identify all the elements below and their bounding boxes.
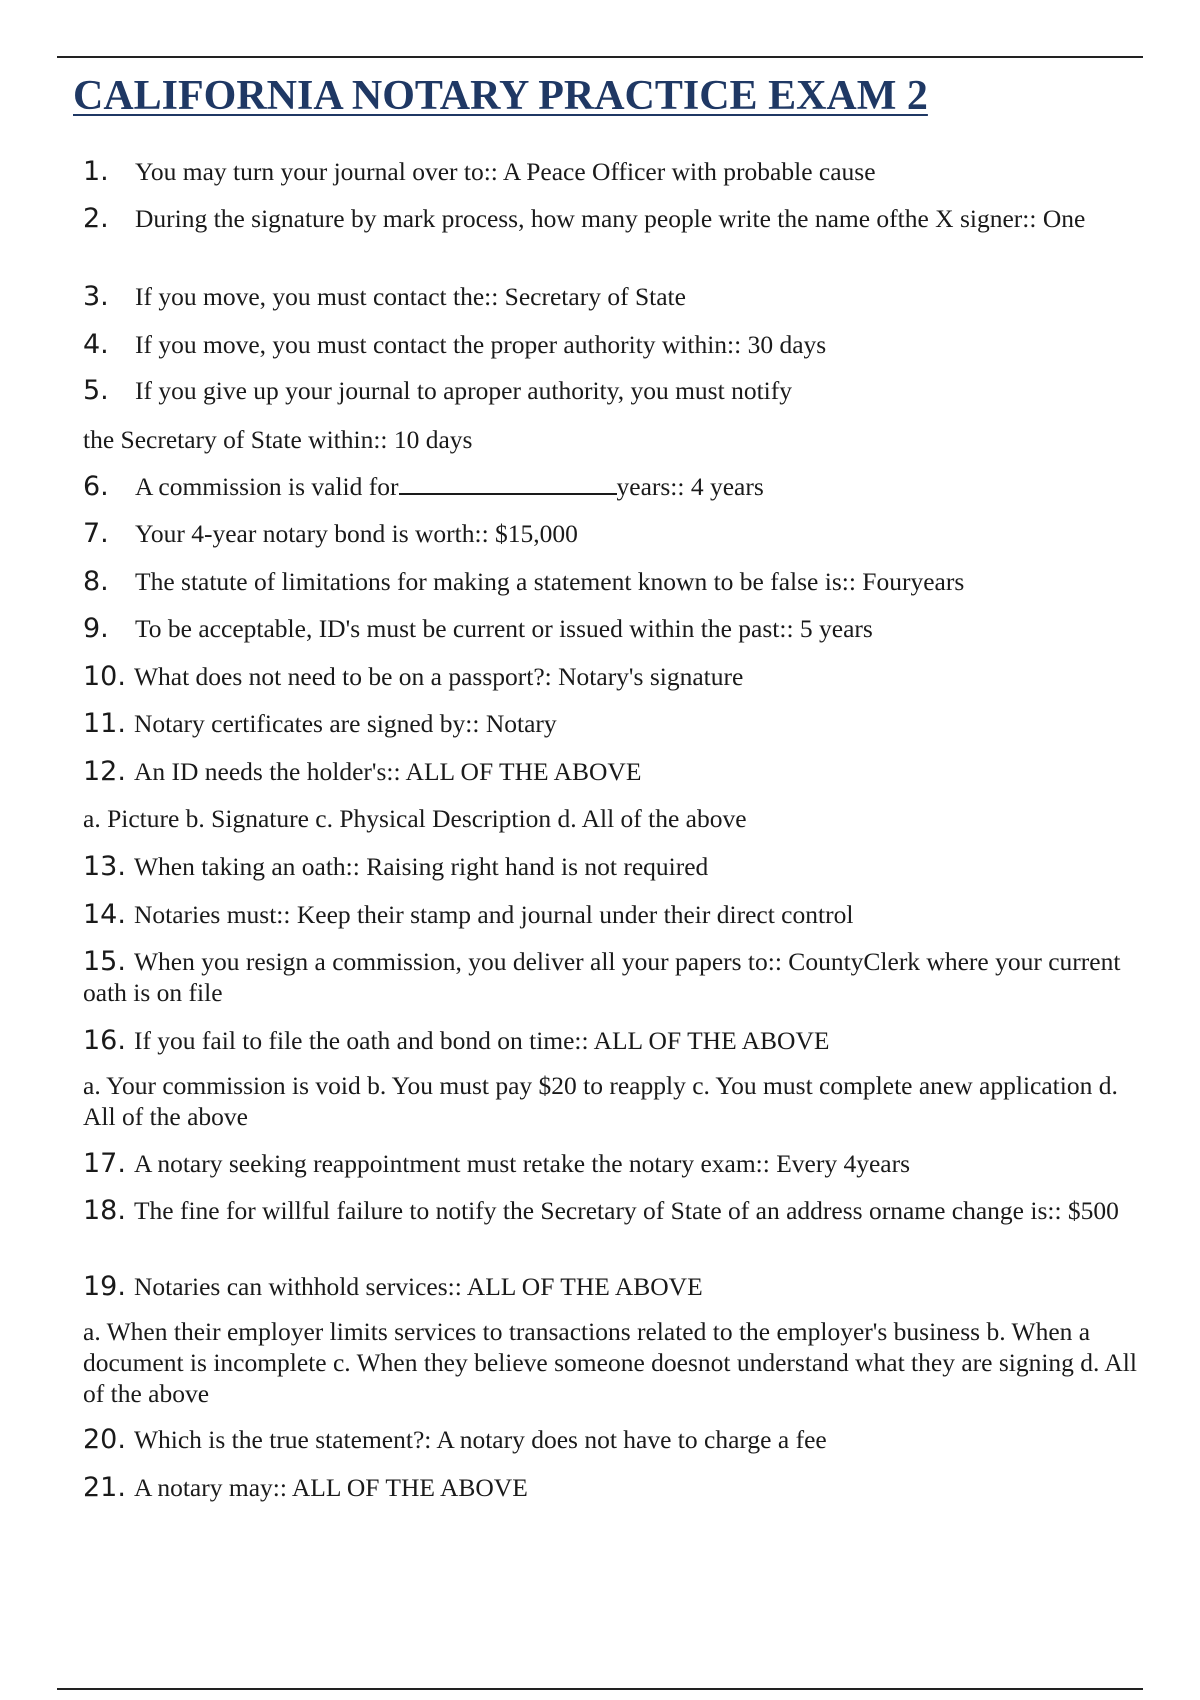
question-text: A notary seeking reappointment must retake the notary exam:: Every 4years	[133, 1149, 911, 1178]
question-text: When you resign a commission, you deliver all your papers to:: CountyClerk where your current oath is on file	[83, 947, 1121, 1007]
question-text: To be acceptable, ID's must be current or issued within the past:: 5 years	[135, 614, 873, 643]
question-text: What does not need to be on a passport?: Notary's signature	[133, 662, 744, 691]
page-title: CALIFORNIA NOTARY PRACTICE EXAM 2	[73, 73, 928, 119]
question-number: 5.	[83, 375, 109, 406]
question-20	[83, 1424, 1138, 1455]
question-21	[83, 1472, 1138, 1503]
question-text: During the signature by mark process, how many people write the name ofthe X signer:: One	[135, 204, 1086, 233]
question-15	[83, 946, 1138, 1008]
question-number: 15.	[83, 946, 126, 977]
question-19	[83, 1271, 1138, 1302]
fill-in-blank	[399, 471, 617, 495]
question-number: 4.	[83, 329, 109, 360]
question-7	[83, 518, 1138, 549]
question-number: 12.	[83, 756, 126, 787]
question-16	[83, 1025, 1138, 1056]
question-text-after-blank: years:: 4 years	[616, 472, 764, 501]
question-13	[83, 851, 1138, 882]
question-4	[83, 329, 1138, 360]
question-text: Notaries must:: Keep their stamp and journal under their direct control	[133, 900, 854, 929]
question-number: 9.	[83, 613, 109, 644]
question-text: A notary may:: ALL OF THE ABOVE	[133, 1473, 528, 1502]
question-text: You may turn your journal over to:: A Peace Officer with probable cause	[135, 157, 876, 186]
question-text: Which is the true statement?: A notary does not have to charge a fee	[133, 1425, 827, 1454]
question-text: The fine for willful failure to notify the Secretary of State of an address orname change is:: $500	[133, 1196, 1119, 1225]
question-number: 20.	[83, 1424, 126, 1455]
question-text: Your 4-year notary bond is worth:: $15,000	[135, 519, 578, 548]
question-text: Notaries can withhold services:: ALL OF THE ABOVE	[133, 1272, 703, 1301]
question-3	[83, 281, 1138, 312]
question-text: If you fail to file the oath and bond on time:: ALL OF THE ABOVE	[133, 1026, 830, 1055]
question-text: If you move, you must contact the:: Secretary of State	[135, 282, 686, 311]
question-text: An ID needs the holder's:: ALL OF THE ABOVE	[133, 757, 642, 786]
question-9	[83, 613, 1138, 644]
question-11	[83, 708, 1138, 739]
question-text: Notary certificates are signed by:: Notary	[133, 709, 557, 738]
question-5	[83, 375, 1138, 406]
question-16-options: a. Your commission is void b. You must pay $20 to reapply c. You must complete anew application d. All of the above	[83, 1071, 1118, 1131]
bottom-rule	[57, 1688, 1143, 1690]
question-8	[83, 566, 1138, 597]
question-number: 16.	[83, 1025, 126, 1056]
question-number: 6.	[83, 471, 109, 502]
question-12	[83, 756, 1138, 787]
question-10	[83, 661, 1138, 692]
question-1	[83, 156, 1138, 187]
question-number: 10.	[83, 661, 126, 692]
question-number: 7.	[83, 518, 109, 549]
question-19-options: a. When their employer limits services to transactions related to the employer's business b. When a document is incomplete c. When they believe someone doesnot understand what they are signing d. All of the above	[83, 1317, 1137, 1408]
question-14	[83, 899, 1138, 930]
question-number: 18.	[83, 1195, 126, 1226]
question-2	[83, 203, 1138, 234]
question-18	[83, 1195, 1138, 1226]
question-number: 3.	[83, 281, 109, 312]
question-number: 14.	[83, 899, 126, 930]
question-number: 13.	[83, 851, 126, 882]
question-text: A commission is valid for	[135, 472, 399, 501]
question-number: 1.	[83, 156, 109, 187]
question-5-continuation: the Secretary of State within:: 10 days	[83, 425, 473, 454]
question-number: 19.	[83, 1271, 126, 1302]
question-number: 8.	[83, 566, 109, 597]
question-number: 2.	[83, 203, 109, 234]
question-number: 11.	[83, 708, 126, 739]
question-text: When taking an oath:: Raising right hand is not required	[133, 852, 709, 881]
question-6	[83, 471, 1138, 502]
question-17	[83, 1148, 1138, 1179]
question-number: 21.	[83, 1472, 126, 1503]
question-text: If you move, you must contact the proper authority within:: 30 days	[135, 330, 827, 359]
question-text: If you give up your journal to aproper authority, you must notify	[135, 376, 792, 405]
question-number: 17.	[83, 1148, 126, 1179]
question-text: The statute of limitations for making a statement known to be false is:: Fouryears	[135, 567, 965, 596]
question-12-options: a. Picture b. Signature c. Physical Description d. All of the above	[83, 804, 747, 833]
